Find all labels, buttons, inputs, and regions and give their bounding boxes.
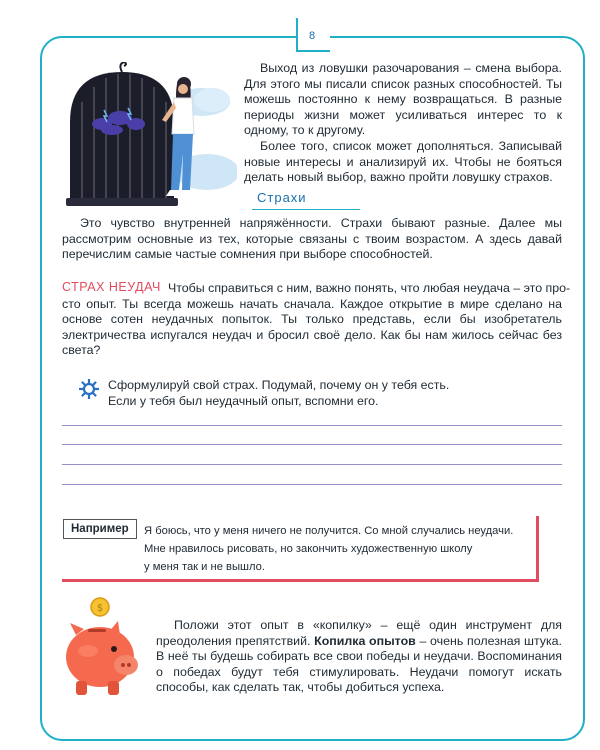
task-instruction <box>108 377 449 409</box>
page-number: 8 <box>308 30 316 42</box>
piggy-lead-text: Положи этот опыт в «копилку» – ещё один инструмент для преодоления препятствий. <box>156 618 562 648</box>
example-frame-right <box>536 516 539 582</box>
writing-line-3 <box>62 464 562 465</box>
fear-of-failure-text: сто опыт. Ты всегда можешь начать сначала. Каждое открытие в мире сделано на основе сотен неудачных попыток. Ты только представь, если бы изобретатель электричества испугался неудач и бросил своё дело. Как бы нам жилось сейчас без света? <box>62 296 562 357</box>
piggy-bank-paragraph <box>156 618 562 696</box>
writing-line-2 <box>62 444 562 445</box>
fear-of-failure-heading: СТРАХ НЕУДАЧ <box>62 280 161 294</box>
example-line-3: у меня так и не вышло. <box>144 561 265 573</box>
task-line-1: Сформулируй свой страх. Подумай, почему он у тебя есть. <box>108 378 450 392</box>
gear-icon <box>78 378 100 400</box>
example-line-1: Я боюсь, что у меня ничего не получится. Со мной случались неудачи. <box>144 525 514 537</box>
svg-text:$: $ <box>96 603 104 614</box>
writing-line-1 <box>62 425 562 426</box>
example-frame-bottom <box>62 579 538 582</box>
section-heading-underline <box>252 209 360 210</box>
example-line-2: Мне нравилось рисовать, но закончить художественную школу <box>144 543 473 555</box>
example-badge: Например <box>63 519 137 539</box>
intro-paragraph-1: Выход из ловушки разочарования – смена выбора. Для этого мы писали список разных способностей. Ты можешь постоянно к нему возвращаться. В разные периоды жизни может усиливаться интерес то к одному, то к другому. <box>244 61 562 137</box>
piggy-bank-illustration <box>62 595 144 703</box>
fears-intro-paragraph: Это чувство внутренней напряжённости. Страхи бывают разные. Далее мы рассмотрим основные из тех, которые связаны с твоим возрастом. А здесь давай перечислим самые частые сомнения при выборе способностей. <box>62 216 562 261</box>
example-text <box>144 522 529 576</box>
piggy-bold-term: Копилка опытов <box>314 633 416 648</box>
intro-paragraph-2: Более того, список может дополняться. Записывай новые интересы и анализируй их. Чтобы не бояться делать новый выбор, важно пройти ловушку страхов. <box>244 139 562 184</box>
task-line-2: Если у тебя был неудачный опыт, вспомни его. <box>108 394 379 408</box>
piggy-rest-text: – очень полезная штука. В неё ты будешь собирать все свои победы и неудачи. Воспоминания о победах будут тебя стимулировать. Неудачи помогут искать способы, как сделать так, чтобы добиться успеха. <box>156 633 562 694</box>
birdcage-illustration <box>62 62 237 212</box>
writing-line-4 <box>62 484 562 485</box>
section-heading-fears: Страхи <box>257 190 307 205</box>
fear-of-failure-first-line: Чтобы справиться с ним, важно понять, что любая неудача – это про- <box>168 281 571 295</box>
